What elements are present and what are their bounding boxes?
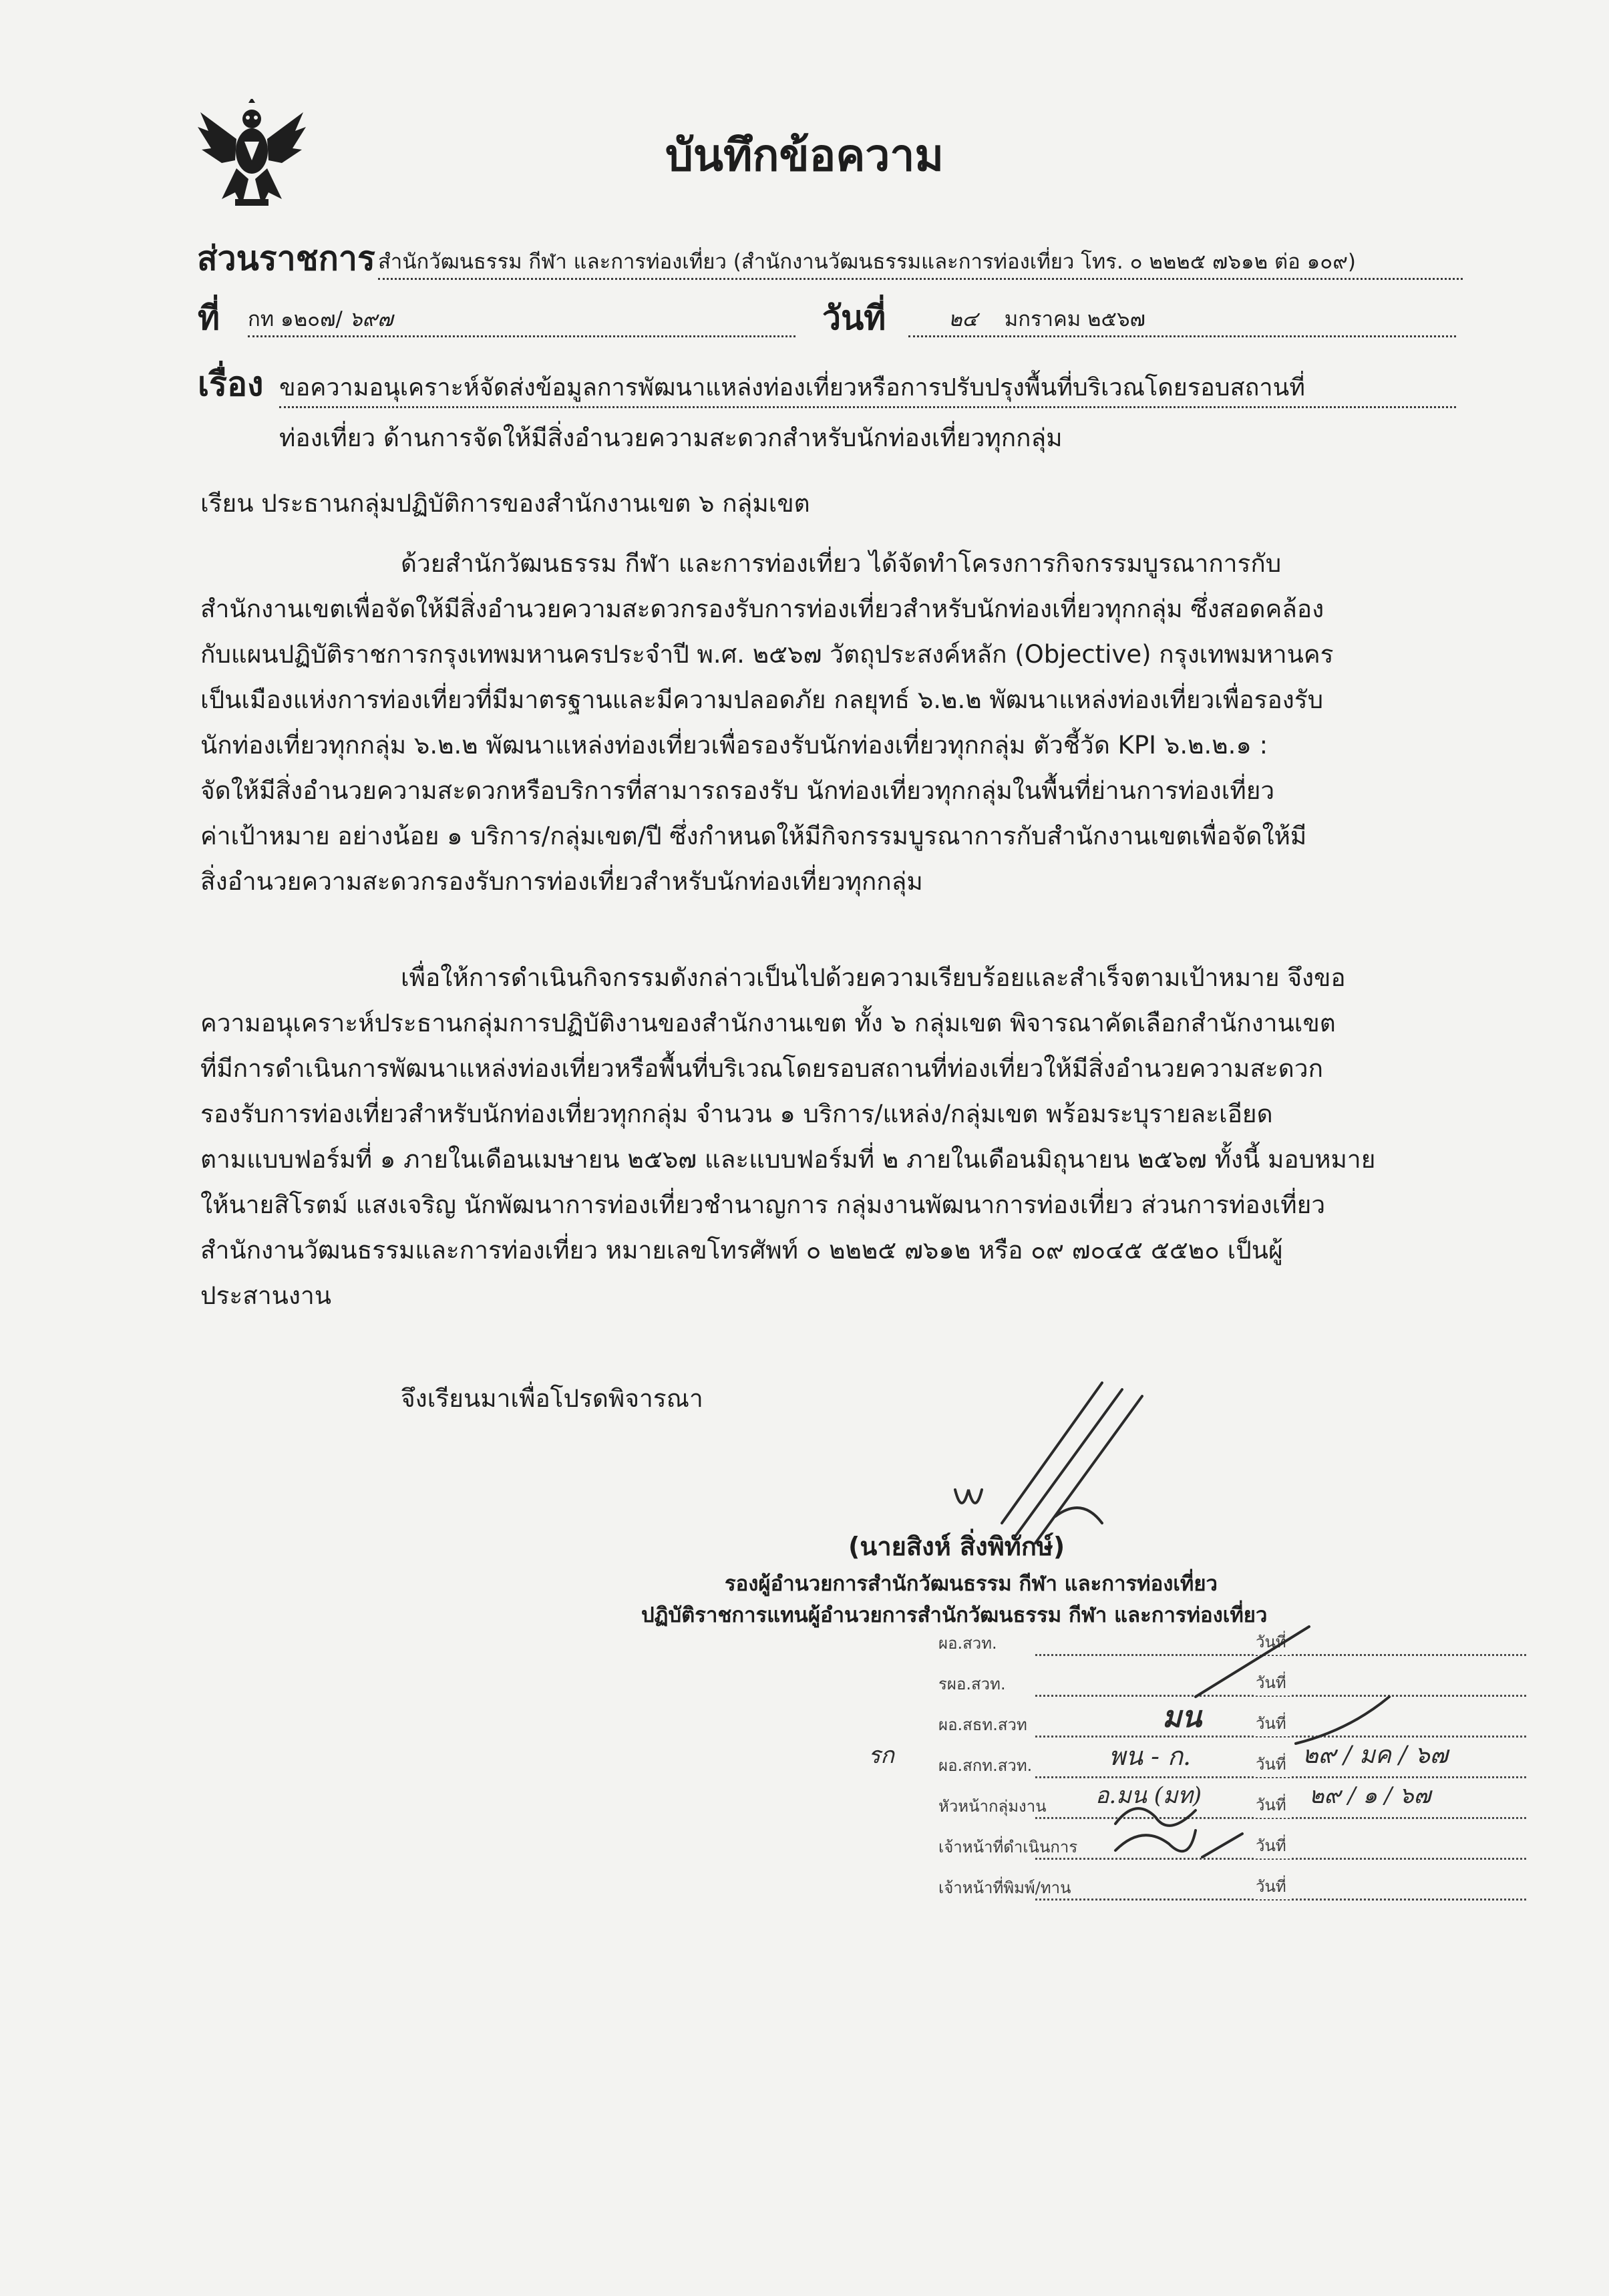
routing-handwritten-initials-2: พน - ก. <box>1109 1742 1192 1771</box>
routing-label: ผอ.สกท.สวท. <box>938 1756 1033 1775</box>
paragraph-1-line: กับแผนปฏิบัติราชการกรุงเทพมหานครประจำปี พ.ศ. ๒๕๖๗ วัตถุประสงค์หลัก (Objective) กรุงเทพมหานคร <box>200 640 1334 669</box>
paragraph-1-line: ด้วยสำนักวัฒนธรรม กีฬา และการท่องเที่ยว ได้จัดทำโครงการกิจกรรมบูรณาการกับ <box>401 549 1282 578</box>
routing-label: เจ้าหน้าที่พิมพ์/ทาน <box>938 1878 1071 1897</box>
routing-handwritten-initials-1: มน <box>1162 1700 1202 1734</box>
signatory-position-1: รองผู้อำนวยการสำนักวัฒนธรรม กีฬา และการท่องเที่ยว <box>725 1572 1218 1596</box>
routing-label: รผอ.สวท. <box>938 1675 1006 1693</box>
reference-label: ที่ <box>198 299 220 337</box>
routing-signature-scribbles-icon <box>1042 1623 1416 1877</box>
routing-handwritten-prefix: รก <box>868 1742 894 1769</box>
routing-handwritten-initials-3: อ.มน (มท) <box>1095 1782 1202 1809</box>
subject-line-1: ขอความอนุเคราะห์จัดส่งข้อมูลการพัฒนาแหล่งท่องเที่ยวหรือการปรับปรุงพื้นที่บริเวณโดยรอบสถานที่ <box>279 368 1456 408</box>
routing-date-label: วันที่ <box>1256 1710 1290 1736</box>
routing-handwritten-date-2: ๒๙ / มค / ๖๗ <box>1302 1742 1448 1769</box>
paragraph-1-line: ค่าเป้าหมาย อย่างน้อย ๑ บริการ/กลุ่มเขต/ปี ซึ่งกำหนดให้มีกิจกรรมบูรณาการกับสำนักงานเขตเพื่อจัดให้มี <box>200 822 1307 850</box>
routing-date-label: วันที่ <box>1256 1832 1290 1858</box>
paragraph-2-line: ตามแบบฟอร์มที่ ๑ ภายในเดือนเมษายน ๒๕๖๗ และแบบฟอร์มที่ ๒ ภายในเดือนมิถุนายน ๒๕๖๗ ทั้งนี้ มอบหมาย <box>200 1145 1376 1174</box>
salutation: เรียน ประธานกลุ่มปฏิบัติการของสำนักงานเขต ๖ กลุ่มเขต <box>200 489 810 518</box>
routing-handwritten-date-3: ๒๙ / ๑ / ๖๗ <box>1309 1782 1431 1809</box>
date-value: มกราคม ๒๕๖๗ <box>1004 307 1145 331</box>
routing-label: หัวหน้ากลุ่มงาน <box>938 1797 1047 1816</box>
paragraph-1-line: เป็นเมืองแห่งการท่องเที่ยวที่มีมาตรฐานและมีความปลอดภัย กลยุทธ์ ๖.๒.๒ พัฒนาแหล่งท่องเที่ยวเพื่อรองรับ <box>200 685 1324 714</box>
agency-label: ส่วนราชการ <box>197 239 375 278</box>
reference-handwritten: ๖๙๗ <box>349 307 393 331</box>
routing-date-label: วันที่ <box>1256 1792 1290 1818</box>
routing-label: ผอ.สวท. <box>938 1634 997 1653</box>
paragraph-2-line: เพื่อให้การดำเนินกิจกรรมดังกล่าวเป็นไปด้วยความเรียบร้อยและสำเร็จตามเป้าหมาย จึงขอ <box>401 963 1346 992</box>
date-day-handwritten: ๒๔ <box>948 307 978 331</box>
paragraph-2-line: ให้นายสิโรตม์ แสงเจริญ นักพัฒนาการท่องเที่ยวชำนาญการ กลุ่มงานพัฒนาการท่องเที่ยว ส่วนการท่องเที่ยว <box>200 1190 1326 1219</box>
routing-date-label: วันที่ <box>1256 1629 1290 1655</box>
date-label: วันที่ <box>822 299 886 337</box>
reference-field <box>248 302 795 337</box>
date-field <box>908 302 1456 337</box>
routing-label: เจ้าหน้าที่ดำเนินการ <box>938 1838 1078 1856</box>
routing-date-label: วันที่ <box>1256 1873 1290 1899</box>
routing-date-label: วันที่ <box>1256 1669 1290 1695</box>
signatory-position-2: ปฏิบัติราชการแทนผู้อำนวยการสำนักวัฒนธรรม กีฬา และการท่องเที่ยว <box>641 1603 1268 1627</box>
paragraph-1-line: จัดให้มีสิ่งอำนวยความสะดวกหรือบริการที่สามารถรองรับ นักท่องเที่ยวทุกกลุ่มในพื้นที่ย่านการท่องเที่ยว <box>200 776 1275 805</box>
paragraph-1-line: สำนักงานเขตเพื่อจัดให้มีสิ่งอำนวยความสะดวกรองรับการท่องเที่ยวสำหรับนักท่องเที่ยวทุกกลุ่ม ซึ่งสอดคล้อง <box>200 595 1324 623</box>
document-title: บันทึกข้อความ <box>665 130 944 181</box>
signatory-name: (นายสิงห์ สิ่งพิทักษ์) <box>848 1532 1065 1561</box>
closing-line: จึงเรียนมาเพื่อโปรดพิจารณา <box>401 1384 703 1413</box>
paragraph-2-line: ความอนุเคราะห์ประธานกลุ่มการปฏิบัติงานของสำนักงานเขต ทั้ง ๖ กลุ่มเขต พิจารณาคัดเลือกสำนักงานเขต <box>200 1009 1336 1037</box>
subject-label: เรื่อง <box>198 365 264 403</box>
paragraph-2 <box>200 955 1469 1319</box>
paragraph-1-line: นักท่องเที่ยวทุกกลุ่ม ๖.๒.๒ พัฒนาแหล่งท่องเที่ยวเพื่อรองรับนักท่องเที่ยวทุกกลุ่ม ตัวชี้วัด KPI ๖.๒.๒.๑ : <box>200 731 1268 760</box>
agency-value: สำนักวัฒนธรรม กีฬา และการท่องเที่ยว (สำนักงานวัฒนธรรมและการท่องเที่ยว โทร. ๐ ๒๒๒๕ ๗๖๑๒ ต่อ ๑๐๙) <box>378 244 1463 280</box>
subject-line-2: ท่องเที่ยว ด้านการจัดให้มีสิ่งอำนวยความสะดวกสำหรับนักท่องเที่ยวทุกกลุ่ม <box>279 424 1063 452</box>
signature-scribble-icon <box>902 1376 1189 1550</box>
routing-label: ผอ.สธท.สวท <box>938 1715 1027 1734</box>
routing-date-label: วันที่ <box>1256 1751 1290 1777</box>
reference-value: กท ๑๒๐๗/ <box>248 307 343 331</box>
paragraph-2-line: รองรับการท่องเที่ยวสำหรับนักท่องเที่ยวทุกกลุ่ม จำนวน ๑ บริการ/แหล่ง/กลุ่มเขต พร้อมระบุรายละเอียด <box>200 1100 1273 1128</box>
paragraph-1-line: สิ่งอำนวยความสะดวกรองรับการท่องเที่ยวสำหรับนักท่องเที่ยวทุกกลุ่ม <box>200 867 923 896</box>
paragraph-2-line: สำนักงานวัฒนธรรมและการท่องเที่ยว หมายเลขโทรศัพท์ ๐ ๒๒๒๕ ๗๖๑๒ หรือ ๐๙ ๗๐๔๕ ๕๕๒๐ เป็นผู้ <box>200 1236 1283 1265</box>
paragraph-2-line: ที่มีการดำเนินการพัฒนาแหล่งท่องเที่ยวหรือพื้นที่บริเวณโดยรอบสถานที่ท่องเที่ยวให้มีสิ่งอำนวยความสะดวก <box>200 1054 1323 1083</box>
paragraph-1 <box>200 541 1469 905</box>
paragraph-2-line: ประสานงาน <box>200 1281 332 1310</box>
